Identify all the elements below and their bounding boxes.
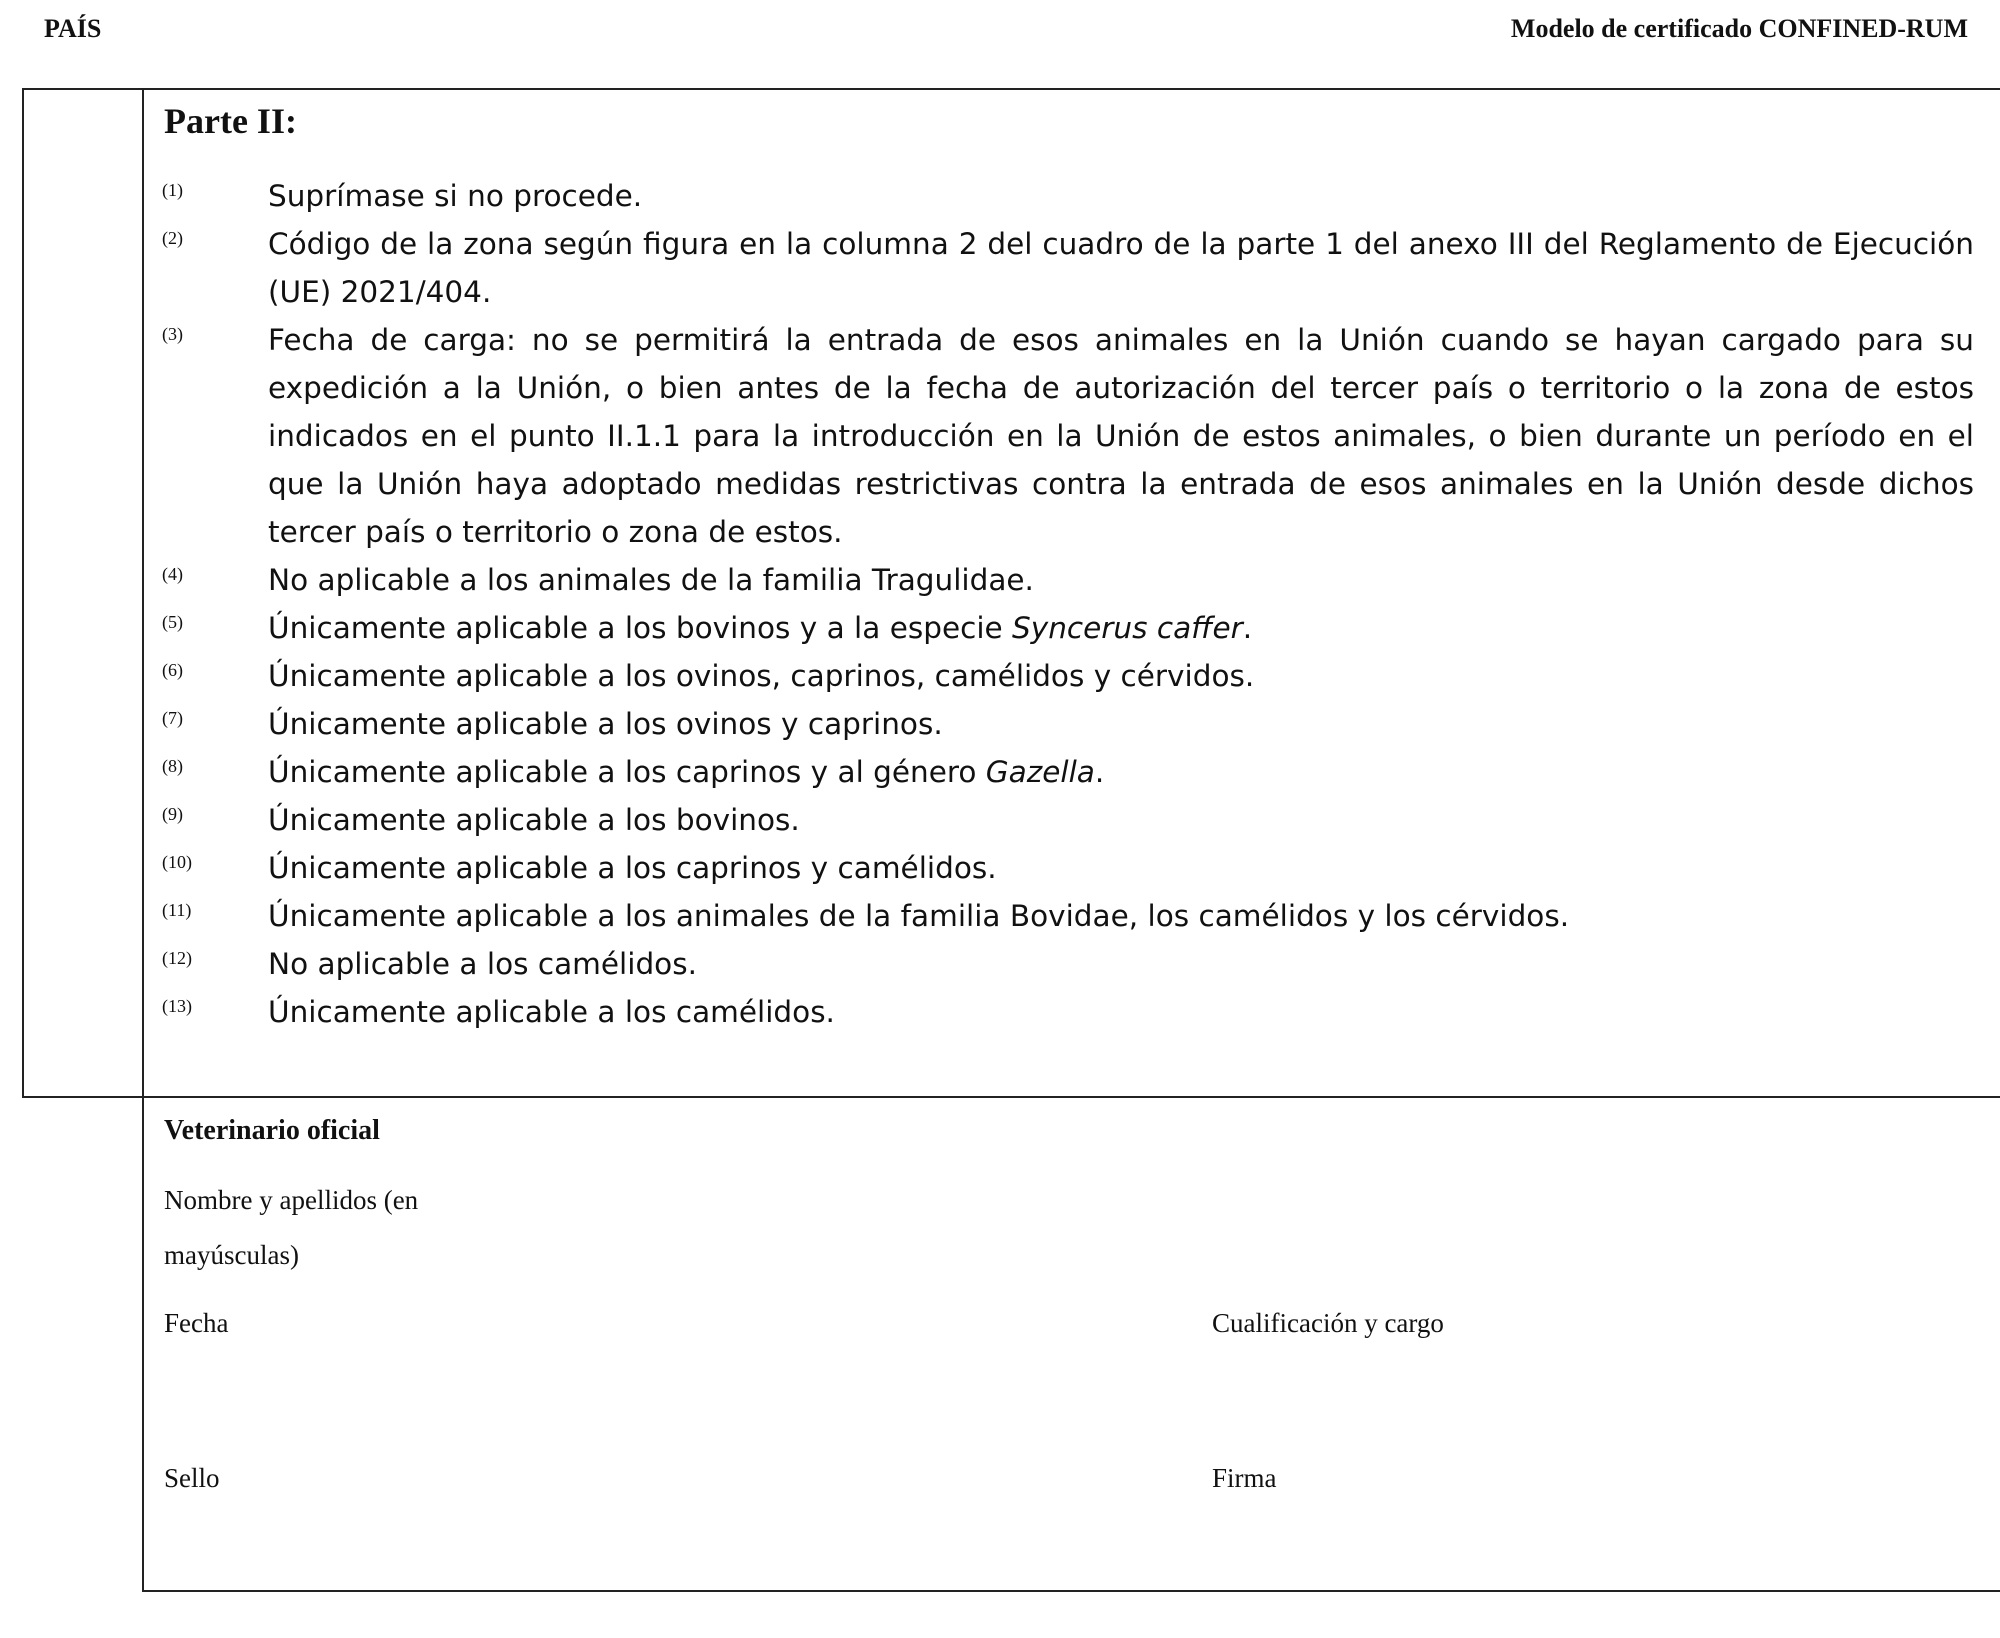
- footnote-number: (12): [162, 948, 192, 968]
- footnote-item: [162, 604, 1974, 652]
- footnote-item: [162, 844, 1974, 892]
- footnote-text: Únicamente aplicable a los ovinos y caprinos.: [268, 707, 943, 741]
- footnote-item: [162, 988, 1974, 1036]
- footnote-number: (9): [162, 804, 183, 824]
- footnote-item: [162, 700, 1974, 748]
- footnote-text: Código de la zona según figura en la columna 2 del cuadro de la parte 1 del anexo III del Reglamento de Ejecución (UE) 2021/404.: [268, 227, 1974, 309]
- footnote-text: Fecha de carga: no se permitirá la entrada de esos animales en la Unión cuando se hayan cargado para su expedición a la Unión, o bien antes de la fecha de autorización del tercer país o territorio o la zona de estos indicados en el punto II.1.1 para la introducción en la Unión de estos animales, o bien durante un período en el que la Unión haya adoptado medidas restrictivas contra la entrada de esos animales en la Unión desde dichos tercer país o territorio o zona de estos.: [268, 323, 1974, 549]
- footnote-number: (7): [162, 708, 183, 728]
- footnote-number: (3): [162, 324, 183, 344]
- footnote-number: (1): [162, 180, 183, 200]
- footnote-text-prefix: Únicamente aplicable a los caprinos y al género: [268, 755, 986, 789]
- footnote-text: Suprímase si no procede.: [268, 179, 643, 213]
- name-label-line1: Nombre y apellidos (en: [164, 1185, 419, 1215]
- bottom-divider: [142, 1590, 2000, 1592]
- footnote-text: Únicamente aplicable a los camélidos.: [268, 995, 835, 1029]
- footnote-number: (4): [162, 564, 183, 584]
- footnote-item: [162, 556, 1974, 604]
- country-label: PAÍS: [44, 14, 102, 43]
- footnote-number: (10): [162, 852, 192, 872]
- footnote-text: No aplicable a los animales de la familia Tragulidae.: [268, 563, 1034, 597]
- footnote-item: [162, 316, 1974, 556]
- part-title: Parte II:: [164, 101, 297, 141]
- footnote-number: (13): [162, 996, 192, 1016]
- footnote-item: [162, 652, 1974, 700]
- genus-name: Gazella: [985, 755, 1095, 789]
- footnote-number: (11): [162, 900, 192, 920]
- footnote-item: [162, 220, 1974, 316]
- footnote-text-prefix: Únicamente aplicable a los bovinos y a la especie: [268, 611, 1013, 645]
- footnote-item: [162, 892, 1974, 940]
- margin-divider: [142, 88, 144, 1592]
- footnote-text: Únicamente aplicable a los animales de la familia Bovidae, los camélidos y los cérvidos.: [268, 899, 1570, 933]
- date-label: Fecha: [164, 1308, 229, 1338]
- signature-label: Firma: [1212, 1463, 1277, 1493]
- footnote-text: Únicamente aplicable a los caprinos y camélidos.: [268, 851, 997, 885]
- footnote-item: [162, 748, 1974, 796]
- qualification-label: Cualificación y cargo: [1212, 1308, 1444, 1338]
- seal-label: Sello: [164, 1463, 220, 1493]
- footnote-text-suffix: .: [1242, 611, 1253, 645]
- footnote-text: No aplicable a los camélidos.: [268, 947, 697, 981]
- footnote-item: [162, 940, 1974, 988]
- footnote-number: (5): [162, 612, 183, 632]
- footnotes-list: [162, 172, 1974, 1036]
- footnote-number: (8): [162, 756, 183, 776]
- certificate-model-title: Modelo de certificado CONFINED-RUM: [1510, 14, 1968, 43]
- footnote-item: [162, 172, 1974, 220]
- species-name: Syncerus caffer: [1012, 611, 1243, 645]
- official-vet-title: Veterinario oficial: [164, 1115, 380, 1146]
- footnote-text: Únicamente aplicable a los bovinos.: [268, 803, 800, 837]
- footnote-text-suffix: .: [1094, 755, 1105, 789]
- name-label-line2: mayúsculas): [164, 1240, 299, 1270]
- footnote-text: Únicamente aplicable a los ovinos, caprinos, camélidos y cérvidos.: [268, 659, 1255, 693]
- footnote-number: (6): [162, 660, 183, 680]
- footnote-item: [162, 796, 1974, 844]
- footnote-number: (2): [162, 228, 183, 248]
